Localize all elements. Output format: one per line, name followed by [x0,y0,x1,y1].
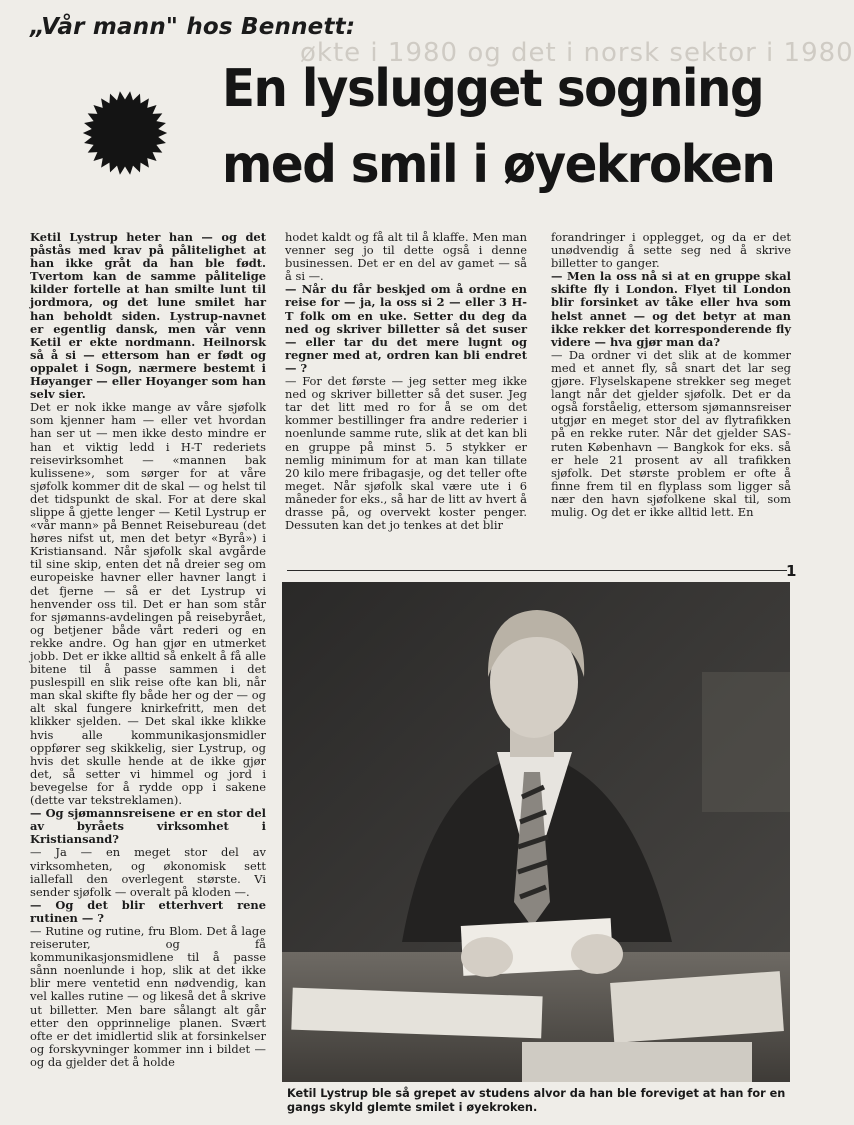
headline [222,52,775,204]
question: — Men la oss nå si at en gruppe skal skifte fly i London. Flyet til London blir forsinket av tåke eller hva som helst annet — og det betyr at man ikke rekker det korresponderende fly videre — hva gjør man da? [551,269,791,349]
question: — Og det blir etterhvert rene rutinen — ? [30,897,266,925]
kicker-heading: „Vår mann" hos Bennett: [30,14,356,40]
article-column-3 [551,231,791,556]
headline-line-1: En lyslugget sogning [222,59,764,119]
answer: — Rutine og rutine, fru Blom. Det å lage reiseruter, og få kommunikasjonsmidlene til å passe sånn noenlunde i hop, slik at det ikke blir mere ventetid enn nødvendig, kan vel kalles rutine — og likeså det å skrive ut billetter. Men bare sålangt alt går etter den opprinnelige planen. Svært ofte er det imidlertid slik at forsinkelser og forskyvninger kommer inn i bildet — og da gjelder det å holde [30,923,266,1069]
continuation-mark: 1 [786,562,797,580]
answer: — Da ordner vi det slik at de kommer med et annet fly, så snart det lar seg gjøre. Flyselskapene strekker seg meget langt når det gjelder sjøfolk. Det er da også forståelig, ettersom sjømannsreiser utgjør en meget stor del av flytrafikken på en rekke ruter. Når det gjelder SAS-ruten København — Bangkok for eks. så er hele 21 prosent av all trafikken sjøfolk. Det største problem er ofte å finne frem til en flyplass som ligger så nær den havn sjøfolkene skal til, som mulig. Og det er ikke alltid lett. En [551,347,791,519]
paragraph: Det er nok ikke mange av våre sjøfolk som kjenner ham — eller vet hvordan han ser ut — men ikke desto mindre er han et viktig ledd i H-T rederiets reisevirksomhet — «mannen bak kulissene», som sørger for at våre sjøfolk kommer dit de skal — og helst til det tidspunkt de skal. For at dere skal slippe å gjette lenger — Ketil Lystrup er «vår mann» på Bennet Reisebureau (det høres nifst ut, men det betyr «Byrå») i Kristiansand. Når sjøfolk skal avgårde til sine skip, enten det nå dreier seg om europeiske havner eller havner langt i det fjerne — så er det Lystrup vi henvender oss til. Det er han som står for sjømanns-avdelingen på reisebyrået, og betjener både vårt rederi og en rekke andre. Og han gjør en utmerket jobb. Det er ikke alltid så enkelt å få alle bitene til å passe sammen i det puslespill en slik reise ofte kan bli, når man skal skifte fly både her og der — og alt skal fungere knirkefritt, men det klikker sjelden. — Det skal ikke klikke hvis alle kommunikasjonsmidler oppfører seg skikkelig, sier Lystrup, og hvis det skulle hende at de ikke gjør det, så setter vi himmel og jord i bevegelse for å rydde opp i sakene (dette var tekstreklamen). [30,400,266,808]
answer: — Ja — en meget stor del av virksomheten, og økonomisk sett iallefall den overlegent største. Vi sender sjøfolk — overalt på kloden —. [30,845,266,899]
bleed-through-text: økte i 1980 og det i norsk sektor i 1980 [300,38,854,68]
paragraph: hodet kaldt og få alt til å klaffe. Men man venner seg jo til dette også i denne businessen. Det er en del av gamet — så å si —. [285,230,527,284]
photo-caption: Ketil Lystrup ble så grepet av studens alvor da han ble foreviget at han for en gangs skyld glemte smilet i øyekroken. [287,1087,786,1114]
photo-illustration [282,582,790,1082]
paragraph: forandringer i opplegget, og da er det unødvendig å sette seg ned å skrive billetter to ganger. [551,230,791,271]
portrait-photo [282,582,790,1082]
question: — Når du får beskjed om å ordne en reise for — ja, la oss si 2 — eller 3 H-T folk om en uke. Setter du deg da ned og skriver billetter så det suser — eller tar du det mere lugnt og regner med at, ordren kan bli endret — ? [285,282,527,375]
question: — Og sjømannsreisene er en stor del av byråets virksomhet i Kristiansand? [30,806,266,847]
headline-line-2: med smil i øyekroken [222,134,775,195]
starburst-icon [82,90,168,176]
article-column-2 [285,231,527,561]
answer: — For det første — jeg setter meg ikke ned og skriver billetter så det suser. Jeg tar det litt med ro for å se om det kommer bestillinger fra andre rederier i noenlunde samme rute, slik at det kan bli en gruppe på minst 5. 5 stykker er nemlig minimum for at man kan tillate 20 kilo mere fribagasje, og det teller ofte meget. Når sjøfolk skal være ute i 6 måneder for eks., så har de litt av hvert å drasse på, og overvekt koster penger. Dessuten kan det jo tenkes at det blir [285,374,527,533]
article-column-1 [30,231,266,1119]
column-divider-rule [287,570,787,571]
paragraph: Ketil Lystrup heter han — og det påstås med krav på pålitelighet at han ikke gråt da han ble født. Tvertom kan de samme pålitelige kilder fortelle at han smilte lunt til jordmora, og det lune smilet har han beholdt siden. Lystrup-navnet er egentlig dansk, men vår venn Ketil er ekte nordmann. Heilnorsk så å si — ettersom han er født og oppalet i Sogn, nærmere bestemt i Høyanger — eller Hoyanger som han selv sier. [30,230,266,402]
